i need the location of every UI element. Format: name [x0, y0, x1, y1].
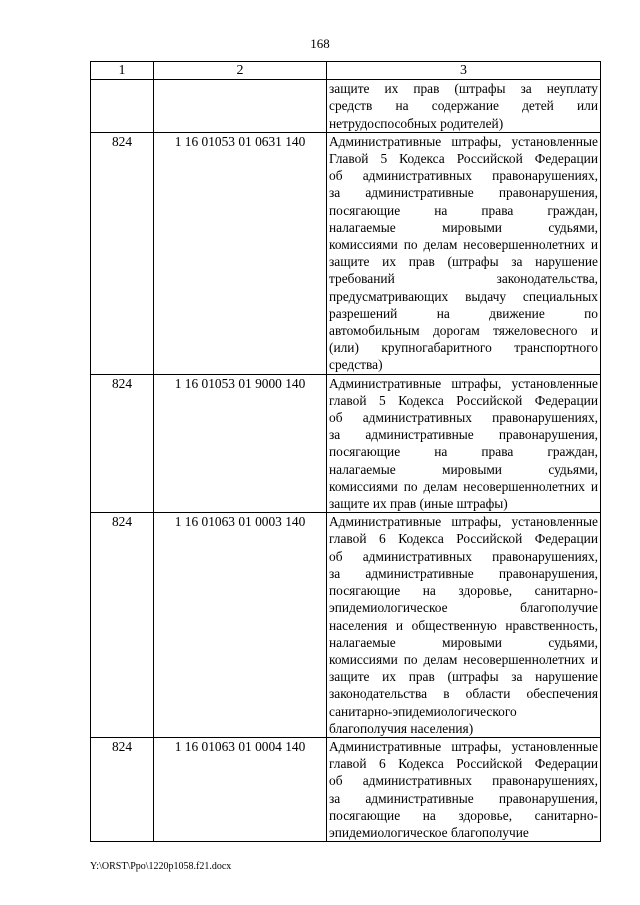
- description-line: налагаемые мировыми судьями,: [329, 219, 598, 235]
- row-code-cell: [91, 80, 154, 133]
- description-line: комиссиями по делам несовершеннолетних и: [329, 237, 598, 253]
- description-line: комиссиями по делам несовершеннолетних и: [329, 478, 598, 494]
- description-line: Административные штрафы, установленные: [329, 514, 598, 530]
- description-line: Административные штрафы, установленные: [329, 375, 598, 391]
- description-line: за административные правонарушения,: [329, 565, 598, 581]
- description-line: требований законодательства,: [329, 271, 598, 287]
- description-line: нетрудоспособных родителей): [329, 115, 504, 131]
- description-line: об административных правонарушениях,: [329, 773, 598, 789]
- description-line: эпидемиологическое благополучие: [329, 824, 529, 840]
- row-code-cell: 824: [91, 513, 154, 738]
- description-line: об административных правонарушениях,: [329, 548, 598, 564]
- description-line: за административные правонарушения,: [329, 185, 598, 201]
- table-header-row: [91, 62, 601, 80]
- description-line: главой 6 Кодекса Российской Федерации: [329, 531, 598, 547]
- description-line: посягающие на права граждан,: [329, 444, 598, 460]
- description-line: главой 6 Кодекса Российской Федерации: [329, 756, 598, 772]
- description-line: главой 5 Кодекса Российской Федерации: [329, 392, 598, 408]
- description-line: Административные штрафы, установленные: [329, 133, 598, 149]
- row-description-cell: [327, 80, 601, 133]
- description-line: защите их прав (штрафы за нарушение: [329, 254, 598, 270]
- description-line: средства): [329, 357, 383, 373]
- table-row: [91, 513, 601, 738]
- description-line: (или) крупногабаритного транспортного: [329, 340, 598, 356]
- description-line: разрешений на движение по: [329, 305, 598, 321]
- description-line: защите их прав (иные штрафы): [329, 496, 508, 512]
- row-description-cell: [327, 513, 601, 738]
- description-line: комиссиями по делам несовершеннолетних и: [329, 651, 598, 667]
- row-kbk-cell: 1 16 01053 01 9000 140: [154, 374, 327, 513]
- header-cell-2: 2: [154, 62, 327, 80]
- description-line: посягающие на здоровье, санитарно-: [329, 807, 598, 823]
- description-line: за административные правонарушения,: [329, 427, 598, 443]
- row-description-cell: [327, 132, 601, 374]
- description-line: Административные штрафы, установленные: [329, 738, 598, 754]
- description-line: автомобильным дорогам тяжеловесного и: [329, 323, 598, 339]
- description-line: населения и общественную нравственность,: [329, 617, 598, 633]
- table-row: [91, 80, 601, 133]
- description-line: защите их прав (штрафы за неуплату: [329, 81, 598, 97]
- description-line: благополучия населения): [329, 720, 474, 736]
- header-cell-3: 3: [327, 62, 601, 80]
- description-line: посягающие на права граждан,: [329, 202, 598, 218]
- description-line: за административные правонарушения,: [329, 790, 598, 806]
- description-line: законодательства в области обеспечения: [329, 686, 598, 702]
- page-number: 168: [310, 36, 330, 51]
- table-row: [91, 737, 601, 841]
- description-line: защите их прав (штрафы за нарушение: [329, 669, 598, 685]
- row-description-cell: [327, 737, 601, 841]
- row-kbk-cell: 1 16 01063 01 0004 140: [154, 737, 327, 841]
- row-code-cell: 824: [91, 132, 154, 374]
- document-table: [90, 61, 601, 842]
- description-line: санитарно-эпидемиологического: [329, 703, 517, 719]
- row-description-cell: [327, 374, 601, 513]
- description-line: налагаемые мировыми судьями,: [329, 461, 598, 477]
- row-kbk-cell: 1 16 01063 01 0003 140: [154, 513, 327, 738]
- row-code-cell: 824: [91, 374, 154, 513]
- table-row: [91, 132, 601, 374]
- file-path-footer: Y:\ORST\Ppo\1220p1058.f21.docx: [90, 861, 232, 872]
- header-cell-1: 1: [91, 62, 154, 80]
- table-row: [91, 374, 601, 513]
- description-line: налагаемые мировыми судьями,: [329, 634, 598, 650]
- description-line: средств на содержание детей или: [329, 98, 598, 114]
- description-line: Главой 5 Кодекса Российской Федерации: [329, 151, 598, 167]
- row-kbk-cell: 1 16 01053 01 0631 140: [154, 132, 327, 374]
- row-code-cell: 824: [91, 737, 154, 841]
- description-line: посягающие на здоровье, санитарно-: [329, 583, 598, 599]
- description-line: об административных правонарушениях,: [329, 410, 598, 426]
- row-kbk-cell: [154, 80, 327, 133]
- description-line: эпидемиологическое благополучие: [329, 600, 598, 616]
- description-line: об административных правонарушениях,: [329, 168, 598, 184]
- description-line: предусматривающих выдачу специальных: [329, 288, 598, 304]
